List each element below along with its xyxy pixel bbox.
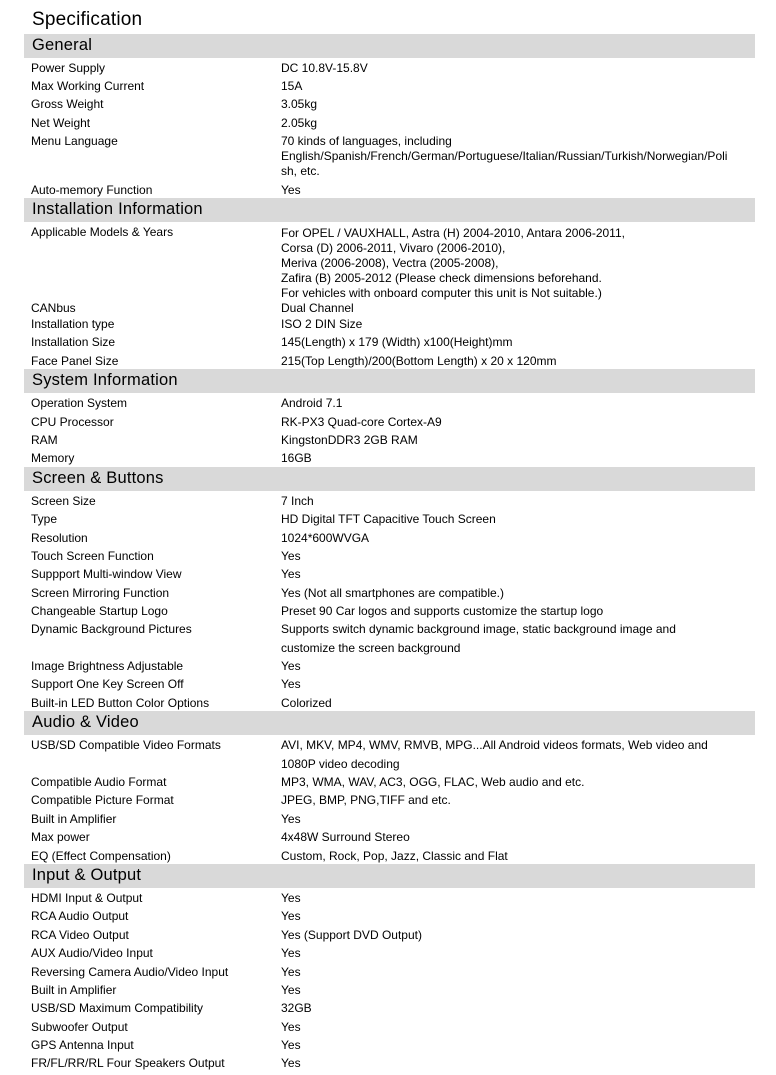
- spec-value: Yes: [281, 659, 301, 673]
- section-header-screen: [24, 467, 755, 491]
- section-header-input-output: [24, 864, 755, 888]
- spec-value: Yes: [281, 983, 301, 997]
- spec-label: Support One Key Screen Off: [31, 677, 184, 691]
- spec-value: RK-PX3 Quad-core Cortex-A9: [281, 415, 442, 429]
- section-title: Installation Information: [32, 200, 203, 218]
- spec-label: HDMI Input & Output: [31, 891, 143, 905]
- spec-value: Yes: [281, 891, 301, 905]
- spec-value: Yes: [281, 812, 301, 826]
- spec-label: Compatible Picture Format: [31, 793, 174, 807]
- spec-value: 16GB: [281, 451, 312, 465]
- spec-label: Face Panel Size: [31, 354, 119, 368]
- spec-value: Yes: [281, 549, 301, 563]
- spec-label: RCA Audio Output: [31, 909, 129, 923]
- spec-value: For OPEL / VAUXHALL, Astra (H) 2004-2010, Antara 2006-2011, Corsa (D) 2006-2011, Vivaro (2006-2010), Meriva (2006-2008), Vectra (2005-2008), Zafira (B) 2005-2012 (Please check dimensions beforehand. For vehicles with onboard computer this unit is Not suitable.): [281, 226, 625, 300]
- spec-value: Yes: [281, 677, 301, 691]
- spec-value: Yes: [281, 183, 301, 197]
- spec-label: Max Working Current: [31, 79, 145, 93]
- spec-value: Preset 90 Car logos and supports customize the startup logo: [281, 604, 604, 618]
- spec-label: Installation Size: [31, 335, 116, 349]
- spec-label: Changeable Startup Logo: [31, 604, 168, 618]
- spec-value: 3.05kg: [281, 97, 318, 111]
- spec-label: Power Supply: [31, 61, 106, 75]
- spec-label: Memory: [31, 451, 75, 465]
- spec-label: Applicable Models & Years: [31, 225, 174, 239]
- spec-value: Yes: [281, 965, 301, 979]
- spec-value: 70 kinds of languages, including English/Spanish/French/German/Portuguese/Italian/Russian/Turkish/Norwegian/Poli sh, etc.: [281, 134, 728, 178]
- spec-label: Screen Size: [31, 494, 96, 508]
- spec-value: MP3, WMA, WAV, AC3, OGG, FLAC, Web audio and etc.: [281, 775, 585, 789]
- spec-label: Screen Mirroring Function: [31, 586, 170, 600]
- page-title: Specification: [32, 9, 143, 30]
- section-header-audio-video: [24, 711, 755, 735]
- spec-label: EQ (Effect Compensation): [31, 849, 171, 863]
- spec-value: Yes: [281, 1020, 301, 1034]
- spec-value: Android 7.1: [281, 396, 343, 410]
- spec-label: Subwoofer Output: [31, 1020, 128, 1034]
- spec-value: 15A: [281, 79, 303, 93]
- section-title: General: [32, 36, 93, 54]
- spec-value: Supports switch dynamic background image, static background image and customize the screen background: [281, 622, 676, 655]
- spec-label: Type: [31, 512, 58, 526]
- spec-value: 4x48W Surround Stereo: [281, 830, 410, 844]
- spec-label: GPS Antenna Input: [31, 1038, 134, 1052]
- spec-value: JPEG, BMP, PNG,TIFF and etc.: [281, 793, 451, 807]
- spec-value: 215(Top Length)/200(Bottom Length) x 20 x 120mm: [281, 354, 557, 368]
- spec-value: DC 10.8V-15.8V: [281, 61, 368, 75]
- spec-value: 32GB: [281, 1001, 312, 1015]
- spec-value: Dual Channel: [281, 301, 354, 315]
- spec-label: Menu Language: [31, 134, 118, 148]
- spec-value: Yes (Not all smartphones are compatible.): [281, 586, 504, 600]
- spec-value: HD Digital TFT Capacitive Touch Screen: [281, 512, 496, 526]
- spec-value: AVI, MKV, MP4, WMV, RMVB, MPG...All Android videos formats, Web video and 1080P video decoding: [281, 738, 708, 771]
- spec-label: Dynamic Background Pictures: [31, 622, 192, 636]
- spec-value: 1024*600WVGA: [281, 531, 370, 545]
- spec-label: Auto-memory Function: [31, 183, 153, 197]
- spec-label: Reversing Camera Audio/Video Input: [31, 965, 229, 979]
- spec-label: Net Weight: [31, 116, 91, 130]
- spec-label: CPU Processor: [31, 415, 114, 429]
- spec-label: Compatible Audio Format: [31, 775, 167, 789]
- spec-label: Suppport Multi-window View: [31, 567, 182, 581]
- spec-label: Built in Amplifier: [31, 812, 117, 826]
- spec-label: RCA Video Output: [31, 928, 129, 942]
- spec-value: Yes: [281, 567, 301, 581]
- section-header-system: [24, 369, 755, 393]
- spec-label: Installation type: [31, 317, 115, 331]
- spec-label: CANbus: [31, 301, 76, 315]
- spec-value: Yes: [281, 1038, 301, 1052]
- spec-label: Max power: [31, 830, 90, 844]
- spec-label: Built in Amplifier: [31, 983, 117, 997]
- spec-label: Image Brightness Adjustable: [31, 659, 184, 673]
- spec-label: USB/SD Compatible Video Formats: [31, 738, 221, 752]
- spec-label: FR/FL/RR/RL Four Speakers Output: [31, 1056, 225, 1070]
- spec-value: KingstonDDR3 2GB RAM: [281, 433, 418, 447]
- section-title: Screen & Buttons: [32, 469, 164, 487]
- spec-value: Colorized: [281, 696, 332, 710]
- spec-label: AUX Audio/Video Input: [31, 946, 153, 960]
- spec-label: Operation System: [31, 396, 128, 410]
- spec-value: Custom, Rock, Pop, Jazz, Classic and Flat: [281, 849, 508, 863]
- spec-label: USB/SD Maximum Compatibility: [31, 1001, 204, 1015]
- spec-value: 2.05kg: [281, 116, 318, 130]
- spec-value: 7 Inch: [281, 494, 314, 508]
- spec-label: Built-in LED Button Color Options: [31, 696, 210, 710]
- spec-label: Gross Weight: [31, 97, 104, 111]
- spec-value: Yes: [281, 946, 301, 960]
- spec-value: Yes: [281, 1056, 301, 1070]
- spec-value: ISO 2 DIN Size: [281, 317, 363, 331]
- section-title: System Information: [32, 371, 178, 389]
- spec-value: 145(Length) x 179 (Width) x100(Height)mm: [281, 335, 513, 349]
- section-title: Audio & Video: [32, 713, 139, 731]
- spec-label: Resolution: [31, 531, 88, 545]
- section-header-general: [24, 34, 755, 58]
- spec-value: Yes: [281, 909, 301, 923]
- spec-label: Touch Screen Function: [31, 549, 154, 563]
- section-title: Input & Output: [32, 866, 142, 884]
- spec-value: Yes (Support DVD Output): [281, 928, 422, 942]
- spec-label: RAM: [31, 433, 58, 447]
- section-header-installation: [24, 198, 755, 222]
